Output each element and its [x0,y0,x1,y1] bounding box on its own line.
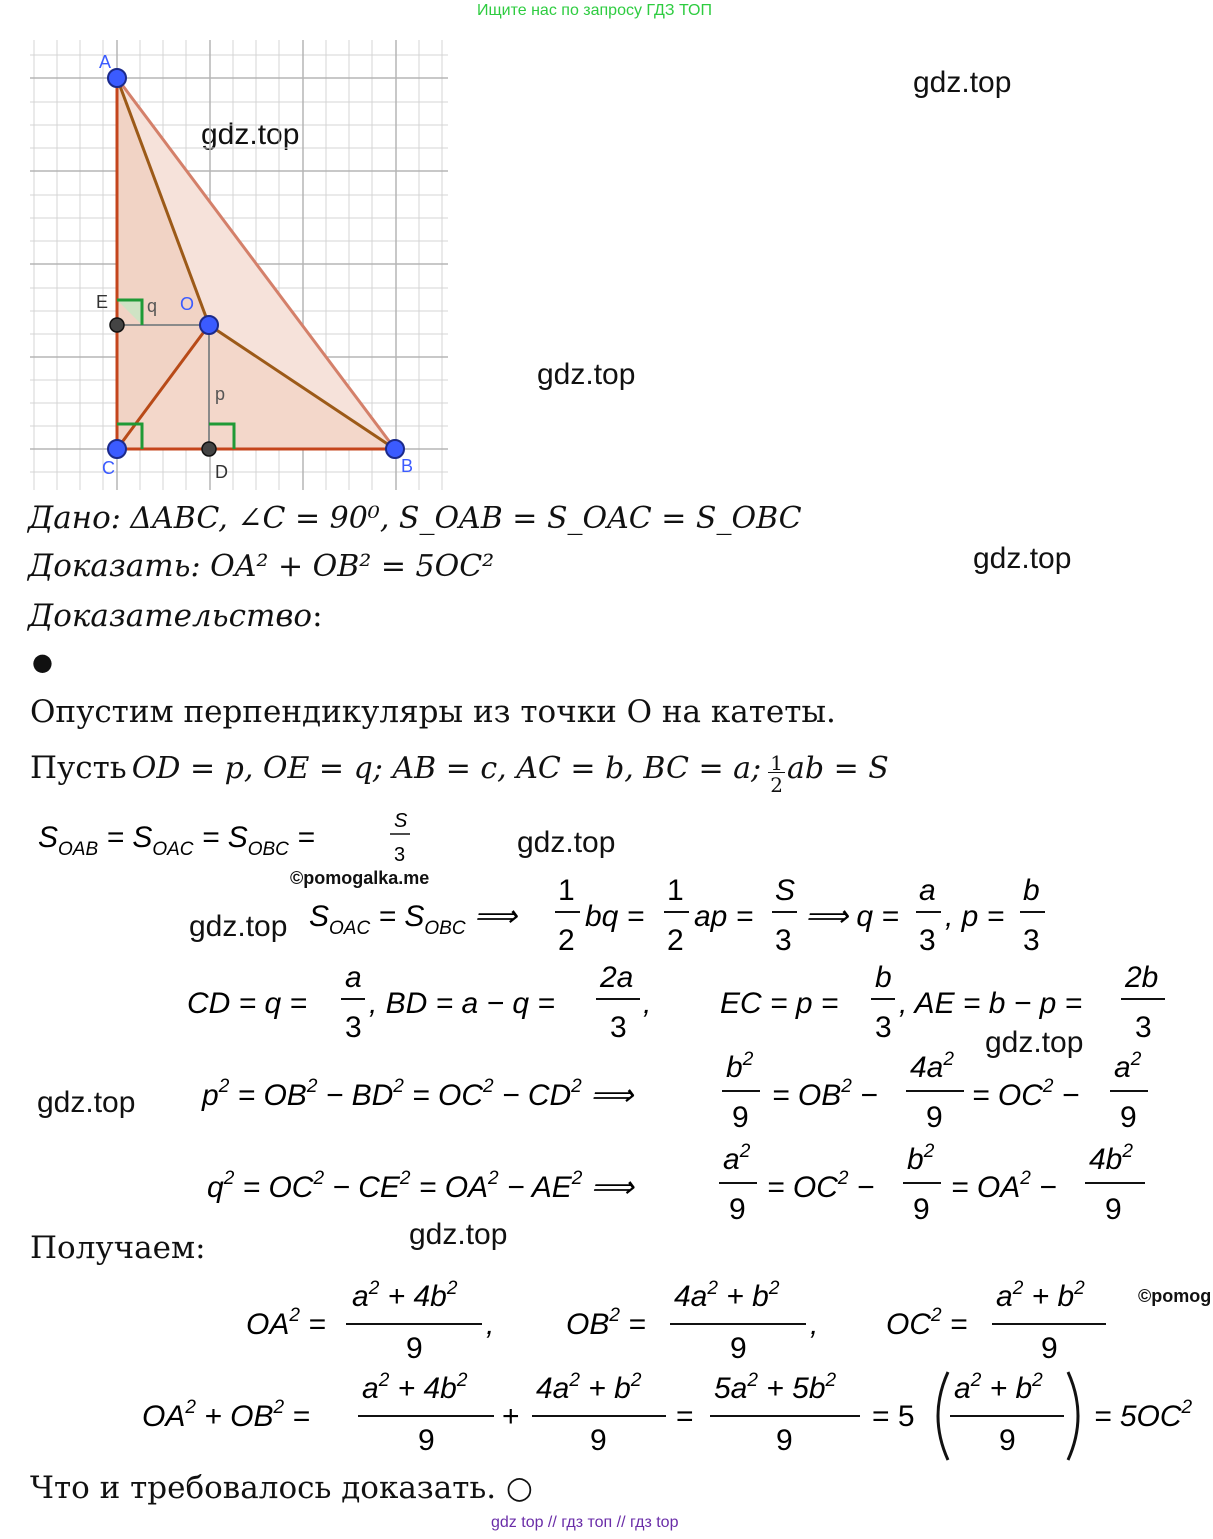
svg-text:b2: $b^2$ [726,1049,754,1084]
watermark: gdz.top [189,910,288,943]
svg-text:1: 1 [667,874,684,907]
watermark: gdz.top [537,358,636,391]
svg-text:CD = q =: CD = q = [187,987,308,1020]
svg-text:= 5: = 5 [872,1400,915,1433]
svg-text:4a2 + b2: $4a^2 + b^2$ [536,1370,642,1405]
given-line [28,500,802,536]
let-expression: OD = p, OE = q; AB = c, AC = b, BC = a; [131,751,762,786]
given-label: Дано [28,500,111,536]
svg-text:9: 9 [926,1101,943,1134]
footer-links[interactable]: gdz top // гдз топ // гдз top [491,1514,679,1531]
formula-segments [185,955,1185,1047]
let-end: ab = S [786,751,889,786]
svg-text:9: 9 [1041,1332,1058,1364]
svg-text:a2 + b2: $a^2 + b^2$ [954,1370,1043,1405]
svg-text:3: 3 [345,1011,362,1044]
svg-text:3: 3 [610,1011,627,1044]
label-p: p [215,384,226,404]
watermark: gdz.top [973,542,1072,575]
svg-text:3: 3 [1023,924,1040,957]
point-c [108,440,126,458]
svg-text:b: b [1023,874,1040,907]
label-a: A [99,52,112,72]
svg-text:3: 3 [775,924,792,957]
svg-text:p2 = OB2 − BD2 = OC2 − CD2 ⟹: $p^2 = OB^2 - BD^2 = OC^2 - CD^2$ ⟹ [202,1076,634,1112]
svg-text:9: 9 [1120,1101,1137,1134]
half-fraction: 1 2 [770,750,783,797]
svg-text:bq =: bq = [585,900,645,933]
svg-text:⟹ q =: ⟹ q = [805,900,899,933]
svg-text:9: 9 [730,1332,747,1364]
watermark: gdz.top [201,118,300,151]
label-b: B [401,456,414,476]
svg-text:OA2 =: $OA^2$ = [246,1305,326,1341]
svg-text:= OC2 −: = $OC^2$ − [972,1076,1080,1112]
point-d [202,442,216,456]
svg-text:S: S [394,810,408,832]
formula-p-squared [200,1043,1160,1135]
watermark: gdz.top [913,66,1012,99]
header-search-link[interactable]: Ищите нас по запросу ГДЗ ТОП [477,2,712,19]
watermark: gdz.top [37,1086,136,1119]
svg-text:4b2: $4b^2$ [1089,1141,1133,1176]
svg-text:+: + [502,1400,520,1433]
label-d: D [215,462,228,482]
svg-text:SOAB = SOAC = SOBC =: $S_{OAB} = S_{OAC} = S_{OBC}$ = [38,821,315,860]
svg-text:,: , [486,1308,495,1341]
svg-text:a2 + b2: $a^2 + b^2$ [996,1278,1085,1313]
svg-text:2b: 2b [1125,961,1159,994]
watermark: gdz.top [985,1026,1084,1059]
svg-text:9: 9 [1105,1193,1122,1226]
svg-text:9: 9 [732,1101,749,1134]
prove-expression: : OA² + OB² = 5OC² [190,549,495,584]
svg-text:3: 3 [875,1011,892,1044]
svg-text:,: , [643,987,652,1020]
let-word: Пусть [30,750,127,786]
svg-text:4a2: $4a^2$ [910,1049,954,1084]
svg-text:b: b [875,961,892,994]
svg-text:3: 3 [1135,1011,1152,1044]
svg-text:9: 9 [590,1424,607,1457]
formula-final-sum [140,1362,1210,1462]
svg-text:a2: $a^2$ [723,1141,751,1176]
svg-text:, BD = a − q =: , BD = a − q = [369,987,555,1020]
svg-text:OB2 =: $OB^2$ = [566,1305,646,1341]
svg-text:SOAC = SOBC ⟹: $S_{OAC} = S_{OBC}$ ⟹ [309,900,517,939]
svg-text:9: 9 [729,1193,746,1226]
watermark: gdz.top [517,826,616,859]
svg-text:, p =: , p = [945,900,1005,933]
svg-text:S: S [775,874,796,907]
svg-text:2: 2 [558,924,575,957]
svg-text:9: 9 [418,1424,435,1457]
svg-text:2a: 2a [600,961,634,994]
svg-text:b2: $b^2$ [907,1141,935,1176]
result-heading: Получаем: [30,1230,206,1266]
given-expression: : ΔABC, ∠C = 90⁰, S_OAB = S_OAC = S_OBC [110,501,802,536]
svg-text:9: 9 [776,1424,793,1457]
point-o [200,316,218,334]
bullet: ● [32,648,53,676]
step-let [30,750,889,796]
svg-text:3: 3 [394,844,406,866]
svg-text:4a2 + b2: $4a^2 + b^2$ [674,1278,780,1313]
copyright-note: ©pomog [1138,1286,1212,1306]
svg-text:OA2 + OB2 =: $OA^2 + OB^2$ = [142,1397,310,1433]
label-o: O [180,294,195,314]
svg-text:a: a [919,874,936,907]
formula-equal-areas [30,805,450,870]
svg-text:= OA2 −: = $OA^2$ − [951,1168,1057,1204]
svg-text:a2 + 4b2: $a^2 + 4b^2$ [362,1370,468,1405]
svg-text:2: 2 [667,924,684,957]
conclusion: Что и требовалось доказать. ○ [30,1470,533,1506]
svg-text:, AE = b − p =: , AE = b − p = [899,987,1083,1020]
label-c: C [102,458,115,478]
svg-text:ap =: ap = [694,900,754,933]
svg-text:9: 9 [999,1424,1016,1457]
svg-text:a2 + 4b2: $a^2 + 4b^2$ [352,1278,458,1313]
proof-colon: : [312,598,323,634]
svg-text:= OB2 −: = $OB^2$ − [772,1076,878,1112]
svg-text:OC2 =: $OC^2$ = [886,1305,968,1341]
step-perpendiculars: Опустим перпендикуляры из точки O на катеты. [30,694,836,730]
proof-label: Доказательство [28,598,313,634]
svg-text:1: 1 [558,874,575,907]
prove-line [28,548,494,584]
formula-areas-to-pq [305,868,1065,960]
proof-heading [28,598,323,634]
svg-text:3: 3 [919,924,936,957]
svg-text:,: , [810,1308,819,1341]
formula-q-squared [205,1135,1165,1227]
svg-text:EC = p =: EC = p = [720,987,839,1020]
point-e [110,318,124,332]
svg-text:=: = [676,1400,694,1433]
watermark: gdz.top [409,1218,508,1251]
svg-text:a2: $a^2$ [1114,1049,1142,1084]
triangle-figure [30,40,450,490]
svg-text:= OC2 −: = $OC^2$ − [767,1168,875,1204]
prove-label: Доказать [28,548,191,584]
svg-text:q2 = OC2 − CE2 = OA2 − AE2 ⟹: $q^2 = OC^2 - CE^2 = OA^2 - AE^2$ ⟹ [207,1168,634,1204]
svg-text:= 5OC2: = $5OC^2$ [1094,1397,1193,1433]
formula-results [240,1272,1120,1364]
svg-text:5a2 + 5b2: $5a^2 + 5b^2$ [714,1370,837,1405]
label-e: E [96,292,109,312]
svg-text:a: a [345,961,362,994]
label-q: q [147,296,158,316]
svg-text:9: 9 [406,1332,423,1364]
svg-text:9: 9 [913,1193,930,1226]
copyright-note: ©pomogalka.me [290,868,430,888]
